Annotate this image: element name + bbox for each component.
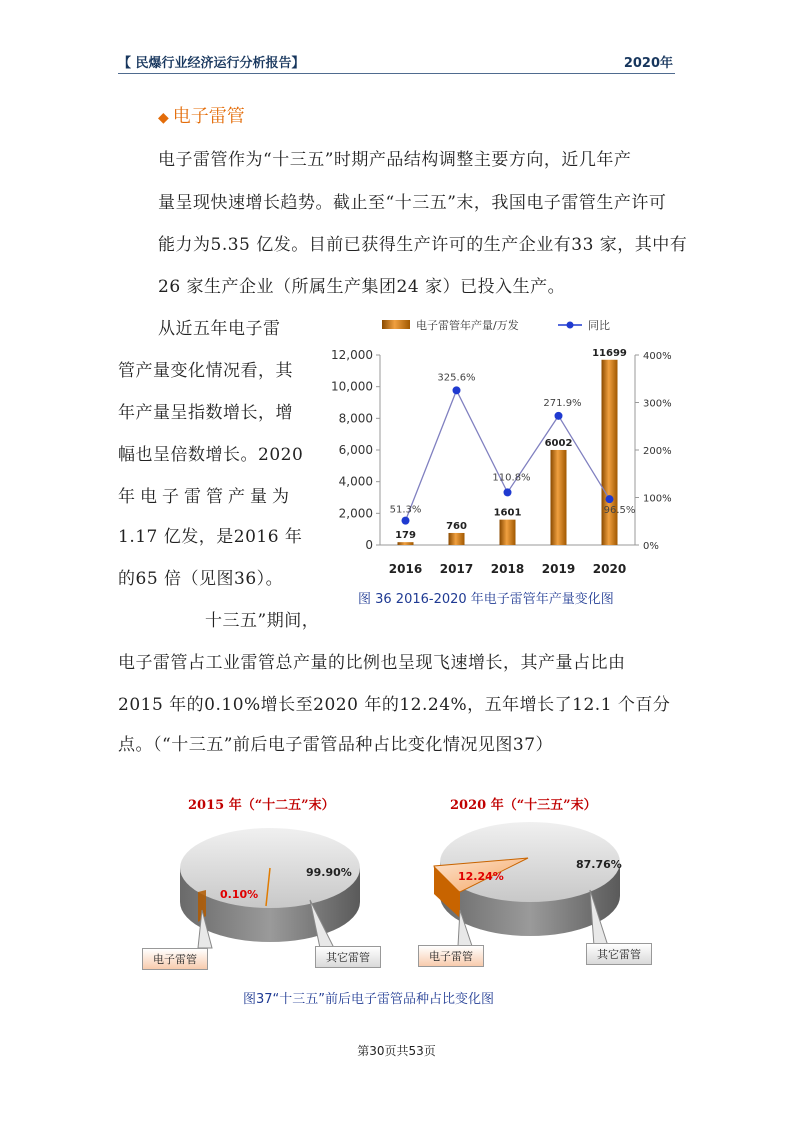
- bar-2016: [398, 542, 414, 545]
- x-tick-label: 2016: [388, 562, 423, 576]
- bar-2020: [602, 360, 618, 545]
- yoy-value-label: 110.8%: [492, 472, 531, 484]
- diamond-bullet-icon: ◆: [158, 110, 169, 126]
- pie-2015-elec-label: 0.10%: [220, 888, 259, 901]
- y-tick-label: 4,000: [338, 474, 373, 489]
- yoy-point-2017: [453, 386, 461, 394]
- yoy-value-label: 51.3%: [389, 504, 422, 516]
- pie-2015-other-label: 99.90%: [306, 866, 352, 879]
- header-report-title: 【 民爆行业经济运行分析报告】: [118, 56, 305, 71]
- pie-2015-elec-legend: 电子雷管: [142, 948, 208, 970]
- paragraph-line: 十三五”期间，: [205, 611, 320, 631]
- y-tick-label: 8,000: [338, 411, 373, 426]
- paragraph-line: 电子雷管作为“十三五”时期产品结构调整主要方向，近几年产: [158, 150, 632, 170]
- pie-2015-title: 2015 年（“十二五”末）: [188, 798, 335, 813]
- y-tick-label: 6,000: [338, 443, 373, 457]
- paragraph-line: 26 家生产企业（所属生产集团24 家）已投入生产。: [158, 277, 566, 297]
- y-tick-label: 12,000: [331, 348, 373, 362]
- yoy-point-2018: [504, 488, 512, 496]
- paragraph-line: 年产量呈指数增长，增: [118, 403, 293, 423]
- yoy-point-2016: [402, 517, 410, 525]
- paragraph-line: 从近五年电子雷: [158, 319, 281, 339]
- yoy-value-label: 325.6%: [437, 372, 476, 384]
- paragraph-line: 2015 年的0.10%增长至2020 年的12.24%，五年增长了12.1 个百分: [118, 695, 671, 715]
- paragraph-line: 电子雷管占工业雷管总产量的比例也呈现飞速增长，其产量占比由: [118, 653, 626, 673]
- y2-tick-label: 200%: [643, 446, 672, 457]
- paragraph-line: 能力为5.35 亿发。目前已获得生产许可的生产企业有33 家，其中有: [158, 235, 688, 255]
- page-number: 第30页共53页: [357, 1044, 436, 1058]
- y2-tick-label: 300%: [643, 398, 672, 410]
- legend-bar-label: 电子雷管年产量/万发: [416, 319, 519, 332]
- legend-bar-swatch: [382, 320, 410, 329]
- bar-value-label: 179: [395, 530, 416, 542]
- bar-value-label: 760: [446, 520, 467, 532]
- yoy-value-label: 271.9%: [543, 397, 582, 409]
- header-divider: [118, 73, 675, 74]
- production-chart: [330, 310, 685, 585]
- yoy-point-2020: [606, 495, 614, 503]
- paragraph-line: 幅也呈倍数增长。2020: [118, 445, 304, 465]
- bar-value-label: 6002: [544, 437, 573, 449]
- pie-2020-elec-label: 12.24%: [458, 870, 504, 883]
- y2-tick-label: 100%: [643, 493, 672, 505]
- x-tick-label: 2018: [490, 562, 525, 576]
- paragraph-line: 点。（“十三五”前后电子雷管品种占比变化情况见图37）: [118, 735, 554, 755]
- pie-2015: [180, 828, 360, 948]
- figure-37-caption: 图37“十三五”前后电子雷管品种占比变化图: [243, 992, 495, 1007]
- legend-line-marker: [567, 322, 574, 329]
- paragraph-line: 的65 倍（见图36）。: [118, 569, 284, 589]
- figure-36-caption: 图 36 2016-2020 年电子雷管年产量变化图: [358, 592, 614, 607]
- legend-line-label: 同比: [588, 319, 610, 332]
- x-tick-label: 2017: [439, 562, 474, 576]
- bar-value-label: 1601: [493, 507, 522, 519]
- pie-2020: [434, 822, 622, 946]
- y2-tick-label: 400%: [643, 351, 672, 362]
- yoy-value-label: 96.5%: [603, 505, 636, 517]
- bar-2017: [449, 533, 465, 545]
- section-title-text: 电子雷管: [172, 106, 245, 127]
- paragraph-line: 1.17 亿发，是2016 年: [118, 527, 303, 547]
- yoy-point-2019: [555, 412, 563, 420]
- pie-2015-other-legend: 其它雷管: [315, 946, 381, 968]
- bar-2019: [551, 450, 567, 545]
- x-tick-label: 2020: [592, 562, 627, 576]
- section-title: [158, 102, 245, 128]
- pie-2020-other-label: 87.76%: [576, 858, 622, 871]
- bar-value-label: 11699: [592, 347, 627, 359]
- x-tick-label: 2019: [541, 562, 576, 576]
- paragraph-line: 量呈现快速增长趋势。截止至“十三五”末，我国电子雷管生产许可: [158, 193, 667, 213]
- pie-2020-other-legend: 其它雷管: [586, 943, 652, 965]
- yoy-line: [406, 390, 610, 520]
- paragraph-line: 年电子雷管产量为: [118, 487, 294, 507]
- header-year: 2020年: [623, 56, 673, 71]
- y-tick-label: 10,000: [331, 379, 373, 394]
- y-tick-label: 0: [365, 538, 373, 552]
- bar-2018: [500, 520, 516, 545]
- pie-2020-elec-legend: 电子雷管: [418, 945, 484, 967]
- pie-2020-title: 2020 年（“十三五”末）: [450, 798, 597, 813]
- y2-tick-label: 0%: [643, 541, 659, 552]
- paragraph-line: 管产量变化情况看，其: [118, 361, 293, 381]
- y-tick-label: 2,000: [338, 506, 373, 521]
